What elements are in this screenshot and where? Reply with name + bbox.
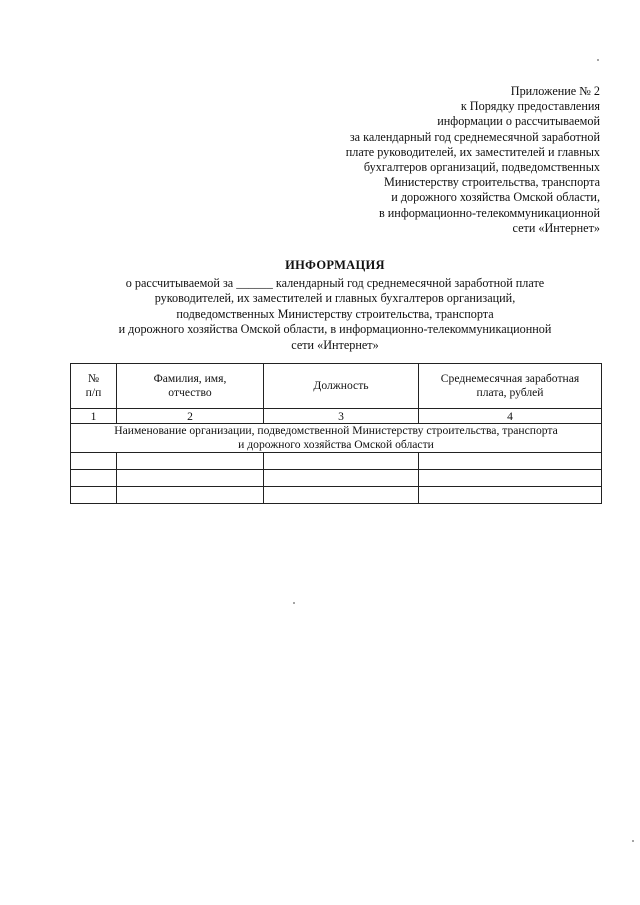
empty-cell[interactable] xyxy=(117,487,264,504)
column-number: 1 xyxy=(71,409,117,424)
empty-cell[interactable] xyxy=(264,453,419,470)
organization-name-cell: Наименование организации, подведомственной Министерству строительства, транспорта и дорожного хозяйства Омской области xyxy=(71,424,602,453)
appendix-line: к Порядку предоставления xyxy=(460,99,600,114)
table-row xyxy=(71,470,602,487)
empty-cell[interactable] xyxy=(117,470,264,487)
column-numbers-row xyxy=(71,409,602,424)
header-number: № п/п xyxy=(71,364,117,409)
scan-speck xyxy=(293,602,295,604)
appendix-line: сети «Интернет» xyxy=(512,220,600,235)
subtitle-line: подведомственных Министерству строительства, транспорта xyxy=(176,306,494,321)
appendix-line: за календарный год среднемесячной заработной xyxy=(349,129,600,144)
header-position: Должность xyxy=(264,364,419,409)
appendix-line: Министерству строительства, транспорта xyxy=(383,175,600,190)
appendix-line: плате руководителей, их заместителей и главных xyxy=(345,144,600,159)
header-average-salary: Среднемесячная заработная плата, рублей xyxy=(419,364,602,409)
subtitle-line: руководителей, их заместителей и главных бухгалтеров организаций, xyxy=(154,291,516,306)
subtitle-line: сети «Интернет» xyxy=(291,337,379,352)
salary-info-table xyxy=(70,363,602,504)
empty-cell[interactable] xyxy=(71,470,117,487)
subtitle-line: и дорожного хозяйства Омской области, в информационно-телекоммуникационной xyxy=(118,322,552,337)
appendix-line: бухгалтеров организаций, подведомственных xyxy=(363,160,600,175)
column-number: 2 xyxy=(117,409,264,424)
column-number: 3 xyxy=(264,409,419,424)
empty-cell[interactable] xyxy=(419,470,602,487)
document-title: ИНФОРМАЦИЯ xyxy=(285,258,385,272)
header-full-name: Фамилия, имя, отчество xyxy=(117,364,264,409)
table-row xyxy=(71,453,602,470)
organization-name-row xyxy=(71,424,602,453)
scan-speck xyxy=(632,840,634,842)
empty-cell[interactable] xyxy=(419,487,602,504)
appendix-line: и дорожного хозяйства Омской области, xyxy=(391,190,600,205)
empty-cell[interactable] xyxy=(419,453,602,470)
appendix-line: Приложение № 2 xyxy=(510,84,600,98)
empty-cell[interactable] xyxy=(264,487,419,504)
subtitle-line: о рассчитываемой за ______ календарный год среднемесячной заработной плате xyxy=(125,276,545,290)
appendix-note xyxy=(300,84,600,236)
appendix-line: в информационно-телекоммуникационной xyxy=(378,205,600,220)
empty-cell[interactable] xyxy=(117,453,264,470)
table-row xyxy=(71,487,602,504)
table-header-row xyxy=(71,364,602,409)
document-subtitle xyxy=(70,276,600,353)
scan-speck xyxy=(597,59,599,61)
empty-cell[interactable] xyxy=(71,453,117,470)
column-number: 4 xyxy=(419,409,602,424)
empty-cell[interactable] xyxy=(71,487,117,504)
empty-cell[interactable] xyxy=(264,470,419,487)
appendix-line: информации о рассчитываемой xyxy=(437,114,600,129)
